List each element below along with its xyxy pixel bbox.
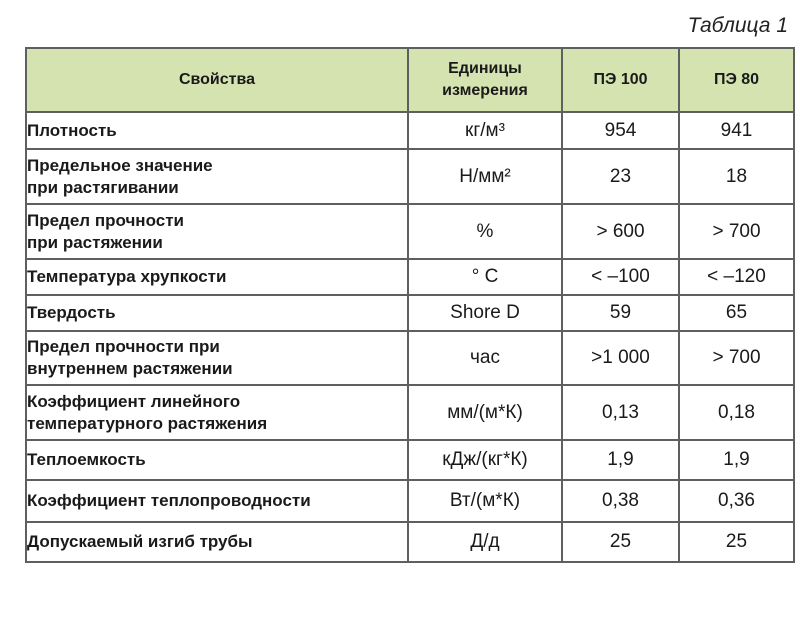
header-pe80: ПЭ 80 [679,48,794,112]
property-line: Теплоемкость [27,450,146,469]
table-caption: Таблица 1 [687,14,788,37]
pe80-cell: 0,18 [679,385,794,440]
property-line: Предельное значение [27,155,213,175]
table-row [26,259,794,295]
unit-cell: % [408,204,562,259]
table-body [26,112,794,562]
unit-cell: мм/(м*К) [408,385,562,440]
property-cell [26,440,408,480]
pe100-cell: 59 [562,295,679,331]
pe80-cell: 25 [679,522,794,562]
properties-table [25,47,795,563]
table-row [26,522,794,562]
table-row [26,149,794,204]
header-units-line2: измерения [442,82,528,99]
pe80-cell: 1,9 [679,440,794,480]
header-property: Свойства [26,48,408,112]
property-cell [26,295,408,331]
property-cell [26,259,408,295]
property-line: Плотность [27,120,117,140]
pe100-cell: 23 [562,149,679,204]
unit-cell: кДж/(кг*К) [408,440,562,480]
property-cell [26,204,408,259]
pe80-cell: < –120 [679,259,794,295]
pe80-cell: > 700 [679,204,794,259]
property-line: внутреннем растяжении [27,359,233,378]
pe100-cell: 1,9 [562,440,679,480]
table-row [26,204,794,259]
pe80-cell: > 700 [679,331,794,385]
header-row [26,48,794,112]
property-line: при растягивании [27,177,179,197]
pe80-cell: 0,36 [679,480,794,522]
pe100-cell: > 600 [562,204,679,259]
pe80-cell: 941 [679,112,794,149]
pe100-cell: >1 000 [562,331,679,385]
property-line: Температура хрупкости [27,267,227,286]
unit-cell: Shore D [408,295,562,331]
header-pe100: ПЭ 100 [562,48,679,112]
unit-cell: час [408,331,562,385]
unit-cell: Д/д [408,522,562,562]
property-line: Твердость [27,303,116,322]
property-line: Предел прочности при [27,337,220,356]
property-cell [26,112,408,149]
table-row [26,331,794,385]
table-row [26,385,794,440]
property-cell [26,331,408,385]
pe80-cell: 65 [679,295,794,331]
pe100-cell: 25 [562,522,679,562]
property-cell [26,480,408,522]
table-row [26,480,794,522]
unit-cell: Вт/(м*К) [408,480,562,522]
unit-cell: кг/м³ [408,112,562,149]
property-cell [26,385,408,440]
property-line: Предел прочности [27,210,184,230]
unit-cell: Н/мм² [408,149,562,204]
property-line: при растяжении [27,232,163,252]
pe100-cell: 0,38 [562,480,679,522]
property-line: температурного растяжения [27,413,268,433]
header-units [408,48,562,112]
table-row [26,295,794,331]
property-line: Коэффициент теплопроводности [27,491,311,510]
table-row [26,440,794,480]
table-row [26,112,794,149]
property-line: Коэффициент линейного [27,391,241,411]
pe100-cell: 0,13 [562,385,679,440]
property-cell [26,522,408,562]
pe100-cell: 954 [562,112,679,149]
header-units-line1: Единицы [448,60,522,77]
property-line: Допускаемый изгиб трубы [27,532,253,551]
pe100-cell: < –100 [562,259,679,295]
property-cell [26,149,408,204]
unit-cell: ° С [408,259,562,295]
pe80-cell: 18 [679,149,794,204]
